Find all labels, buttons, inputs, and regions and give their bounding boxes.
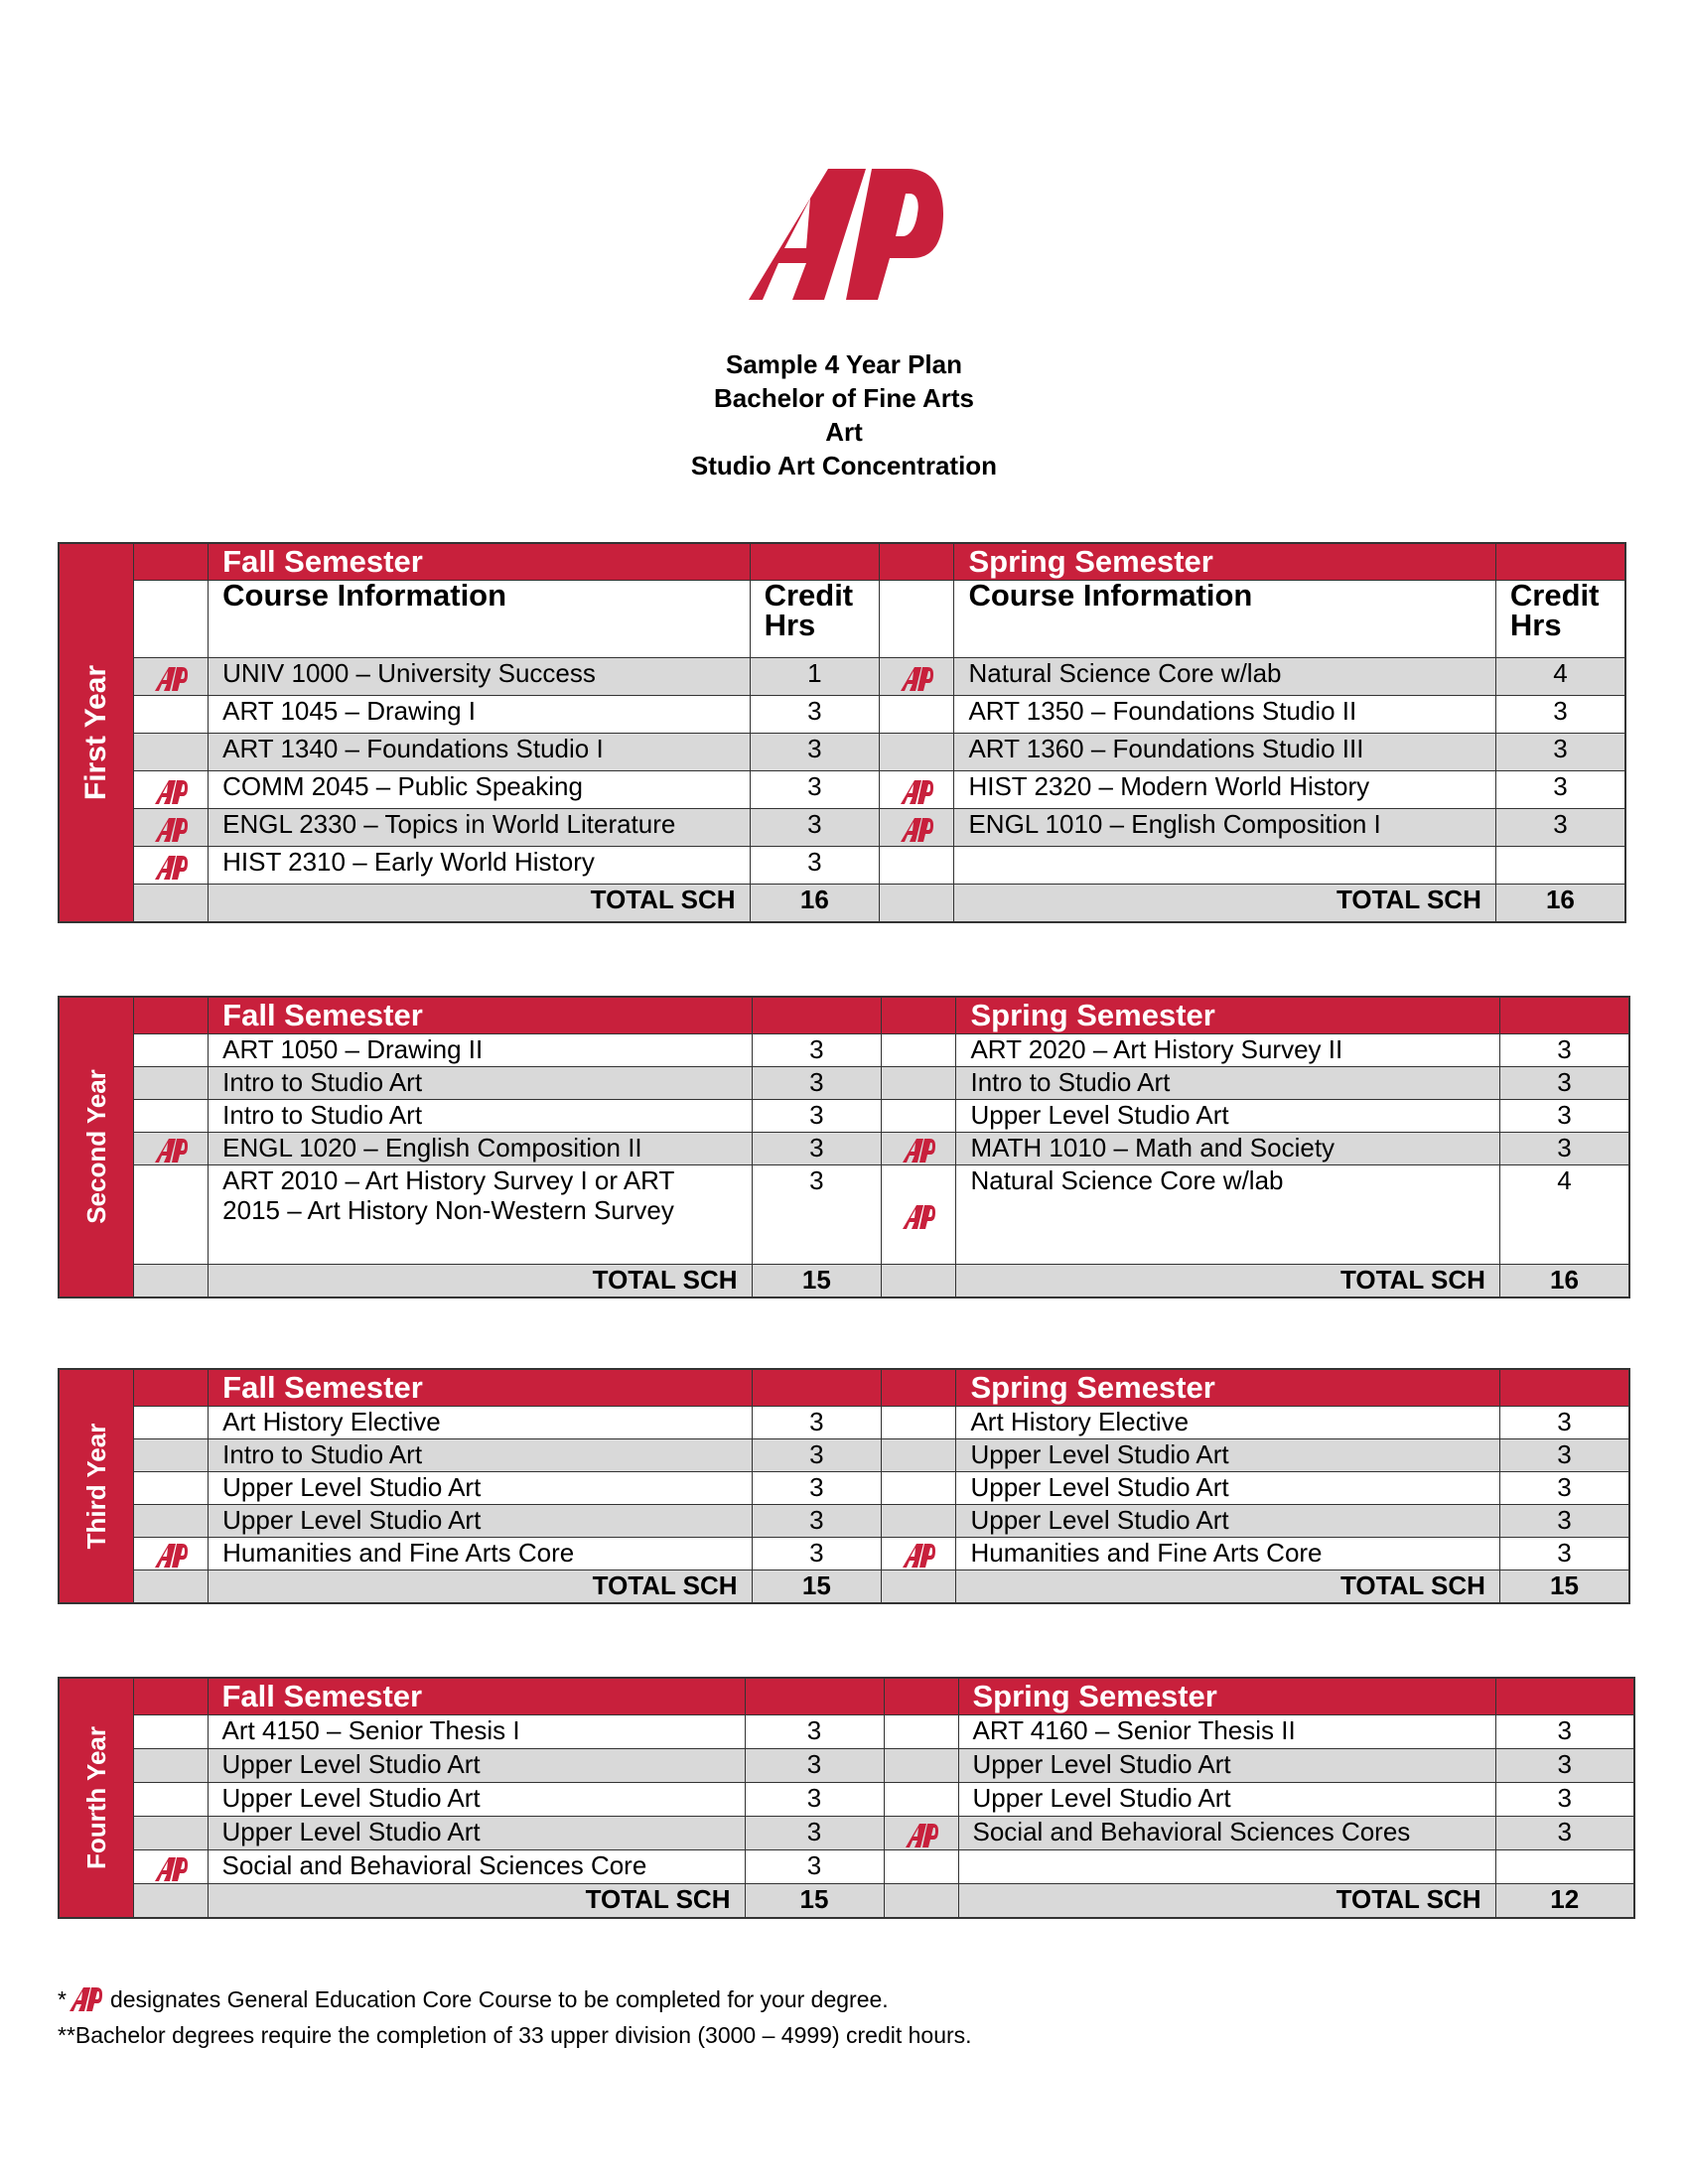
core-marker-cell xyxy=(882,1472,956,1505)
table-row xyxy=(59,1034,1629,1067)
spring-course: Art History Elective xyxy=(956,1407,1499,1439)
spring-credit: 3 xyxy=(1499,1100,1629,1133)
core-marker-cell xyxy=(884,1783,958,1817)
year-table-y4 xyxy=(58,1677,1635,1919)
core-marker-cell xyxy=(882,1439,956,1472)
spring-course: Upper Level Studio Art xyxy=(956,1100,1499,1133)
ap-core-icon xyxy=(900,666,933,692)
core-marker-cell xyxy=(882,1538,956,1570)
fall-course: HIST 2310 – Early World History xyxy=(209,847,750,885)
table-row xyxy=(59,696,1625,734)
core-marker-cell xyxy=(133,1783,208,1817)
course-info-header: Course Information xyxy=(954,581,1495,658)
footnote-upper-division: **Bachelor degrees require the completion of 33 upper division (3000 – 4999) credit hours. xyxy=(58,2022,972,2048)
year-label-cell xyxy=(59,543,133,922)
sub-blank xyxy=(880,581,954,658)
header-blank xyxy=(1495,543,1625,581)
credit-label: Credit xyxy=(1509,580,1600,613)
fall-total-label: TOTAL SCH xyxy=(208,1884,745,1918)
fall-credit: 3 xyxy=(752,1034,882,1067)
core-marker-cell xyxy=(884,1817,958,1850)
core-marker-cell xyxy=(133,771,208,809)
total-blank xyxy=(880,885,954,922)
core-marker-cell xyxy=(884,1715,958,1749)
fall-credit: 3 xyxy=(745,1783,884,1817)
table-row xyxy=(59,847,1625,885)
table-row xyxy=(59,1817,1634,1850)
fall-course: ART 1050 – Drawing II xyxy=(209,1034,752,1067)
fall-course: Upper Level Studio Art xyxy=(208,1783,745,1817)
core-marker-cell xyxy=(882,1407,956,1439)
spring-total-value: 16 xyxy=(1495,885,1625,922)
table-row xyxy=(59,1749,1634,1783)
fall-course: Upper Level Studio Art xyxy=(209,1472,752,1505)
core-marker-cell xyxy=(133,1439,208,1472)
fall-course: COMM 2045 – Public Speaking xyxy=(209,771,750,809)
spring-credit: 3 xyxy=(1495,1783,1634,1817)
footnotes xyxy=(58,1981,972,2053)
core-marker-cell xyxy=(133,1538,208,1570)
spring-semester-header: Spring Semester xyxy=(958,1678,1495,1715)
title-line-2: Bachelor of Fine Arts xyxy=(714,383,974,413)
table-row xyxy=(59,1505,1629,1538)
hrs-label: Hrs xyxy=(764,608,816,642)
table-row xyxy=(59,1472,1629,1505)
spring-total-value: 15 xyxy=(1499,1570,1629,1603)
core-marker-cell xyxy=(133,734,208,771)
core-marker-cell xyxy=(880,696,954,734)
table-row xyxy=(59,1439,1629,1472)
spring-credit xyxy=(1495,1850,1634,1884)
year-label-cell xyxy=(59,1369,133,1603)
fall-total-label: TOTAL SCH xyxy=(209,1265,752,1297)
core-marker-cell xyxy=(880,658,954,696)
ap-core-icon xyxy=(902,1138,935,1163)
spring-semester-header: Spring Semester xyxy=(956,1369,1499,1407)
table-row xyxy=(59,1538,1629,1570)
spring-course: ART 1350 – Foundations Studio II xyxy=(954,696,1495,734)
core-marker-cell xyxy=(882,1133,956,1165)
year-label: Fourth Year xyxy=(80,1725,111,1869)
core-marker-cell xyxy=(133,1817,208,1850)
year-table-y1 xyxy=(58,542,1626,923)
core-marker-cell xyxy=(133,1067,208,1100)
fall-semester-header: Fall Semester xyxy=(208,1678,745,1715)
fall-credit: 3 xyxy=(752,1133,882,1165)
fall-course: UNIV 1000 – University Success xyxy=(209,658,750,696)
total-blank xyxy=(133,1570,208,1603)
fall-course: Humanities and Fine Arts Core xyxy=(209,1538,752,1570)
header-blank xyxy=(1495,1678,1634,1715)
fall-course: Intro to Studio Art xyxy=(209,1439,752,1472)
ap-core-icon xyxy=(902,1204,935,1230)
header-blank xyxy=(133,997,208,1034)
total-row xyxy=(59,1884,1634,1918)
total-blank xyxy=(882,1265,956,1297)
fall-course: Upper Level Studio Art xyxy=(209,1505,752,1538)
fall-course: Intro to Studio Art xyxy=(209,1067,752,1100)
core-marker-cell xyxy=(133,1407,208,1439)
core-marker-cell xyxy=(133,696,208,734)
spring-credit: 3 xyxy=(1495,771,1625,809)
spring-credit: 3 xyxy=(1499,1067,1629,1100)
fall-course: ART 2010 – Art History Survey I or ART 2015 – Art History Non-Western Survey xyxy=(209,1165,752,1265)
table-row xyxy=(59,771,1625,809)
credit-hrs-header xyxy=(750,581,880,658)
title-line-3: Art xyxy=(825,417,863,447)
fall-credit: 3 xyxy=(745,1850,884,1884)
spring-credit: 3 xyxy=(1499,1538,1629,1570)
footnote-core xyxy=(58,1981,972,2017)
core-marker-cell xyxy=(884,1749,958,1783)
spring-credit: 3 xyxy=(1495,1749,1634,1783)
year-label: Second Year xyxy=(80,1069,111,1225)
table-row xyxy=(59,809,1625,847)
core-marker-cell xyxy=(884,1850,958,1884)
total-blank xyxy=(133,1265,208,1297)
core-marker-cell xyxy=(133,658,208,696)
spring-course: Upper Level Studio Art xyxy=(956,1439,1499,1472)
spring-total-value: 12 xyxy=(1495,1884,1634,1918)
fall-semester-header: Fall Semester xyxy=(209,997,752,1034)
table-row xyxy=(59,1067,1629,1100)
core-marker-cell xyxy=(133,1715,208,1749)
fall-credit: 3 xyxy=(745,1715,884,1749)
fall-credit: 3 xyxy=(752,1165,882,1265)
spring-course: ENGL 1010 – English Composition I xyxy=(954,809,1495,847)
fall-course: Social and Behavioral Sciences Core xyxy=(208,1850,745,1884)
fall-credit: 3 xyxy=(750,696,880,734)
table-row xyxy=(59,658,1625,696)
spring-credit: 3 xyxy=(1495,1817,1634,1850)
ap-core-icon xyxy=(905,1823,938,1848)
spring-course: Upper Level Studio Art xyxy=(956,1505,1499,1538)
core-marker-cell xyxy=(882,1067,956,1100)
header-blank xyxy=(133,543,208,581)
fall-semester-header: Fall Semester xyxy=(209,543,750,581)
fall-total-label: TOTAL SCH xyxy=(209,1570,752,1603)
credit-label: Credit xyxy=(764,580,854,613)
ap-core-icon xyxy=(154,855,188,881)
fall-credit: 3 xyxy=(750,734,880,771)
header-blank xyxy=(880,543,954,581)
fall-course: ART 1045 – Drawing I xyxy=(209,696,750,734)
title-line-1: Sample 4 Year Plan xyxy=(726,349,962,379)
table-row xyxy=(59,1165,1629,1265)
table-row xyxy=(59,1133,1629,1165)
footnote-core-text: designates General Education Core Course to be completed for your degree. xyxy=(109,1986,889,2012)
spring-credit: 3 xyxy=(1495,734,1625,771)
header-blank xyxy=(750,543,880,581)
spring-credit: 3 xyxy=(1499,1407,1629,1439)
fall-credit: 1 xyxy=(750,658,880,696)
fall-credit: 3 xyxy=(752,1472,882,1505)
core-marker-cell xyxy=(880,809,954,847)
course-info-header: Course Information xyxy=(209,581,750,658)
fall-total-value: 15 xyxy=(745,1884,884,1918)
table-row xyxy=(59,1100,1629,1133)
core-marker-cell xyxy=(133,1165,208,1265)
spring-course: Upper Level Studio Art xyxy=(958,1749,1495,1783)
header-blank xyxy=(752,997,882,1034)
core-marker-cell xyxy=(133,1749,208,1783)
fall-course: Art History Elective xyxy=(209,1407,752,1439)
ap-core-icon xyxy=(69,1986,102,2012)
core-marker-cell xyxy=(133,1505,208,1538)
spring-credit: 4 xyxy=(1495,658,1625,696)
core-marker-cell xyxy=(133,1472,208,1505)
total-row xyxy=(59,1570,1629,1603)
fall-total-label: TOTAL SCH xyxy=(209,885,750,922)
fall-credit: 3 xyxy=(750,771,880,809)
core-marker-cell xyxy=(882,1100,956,1133)
spring-total-label: TOTAL SCH xyxy=(956,1570,1499,1603)
ap-core-icon xyxy=(900,779,933,805)
ap-core-icon xyxy=(154,817,188,843)
fall-course: Art 4150 – Senior Thesis I xyxy=(208,1715,745,1749)
core-marker-cell xyxy=(880,734,954,771)
fall-credit: 3 xyxy=(752,1407,882,1439)
spring-course: MATH 1010 – Math and Society xyxy=(956,1133,1499,1165)
header-blank xyxy=(752,1369,882,1407)
year-label-cell xyxy=(59,1678,133,1918)
fall-course: Intro to Studio Art xyxy=(209,1100,752,1133)
ap-core-icon xyxy=(902,1543,935,1569)
table-row xyxy=(59,734,1625,771)
header-blank xyxy=(1499,997,1629,1034)
core-marker-cell xyxy=(133,809,208,847)
year-table-y3 xyxy=(58,1368,1630,1604)
year-table-y2 xyxy=(58,996,1630,1298)
total-row xyxy=(59,885,1625,922)
table-row xyxy=(59,1783,1634,1817)
core-marker-cell xyxy=(133,1133,208,1165)
ap-core-icon xyxy=(154,666,188,692)
total-blank xyxy=(133,885,208,922)
core-marker-cell xyxy=(133,1100,208,1133)
spring-course: Natural Science Core w/lab xyxy=(954,658,1495,696)
fall-course: Upper Level Studio Art xyxy=(208,1749,745,1783)
fall-semester-header: Fall Semester xyxy=(209,1369,752,1407)
spring-credit: 3 xyxy=(1499,1133,1629,1165)
fall-course: ART 1340 – Foundations Studio I xyxy=(209,734,750,771)
spring-course: Intro to Studio Art xyxy=(956,1067,1499,1100)
fall-total-value: 16 xyxy=(750,885,880,922)
header-blank xyxy=(133,1678,208,1715)
title-line-4: Studio Art Concentration xyxy=(690,451,998,480)
fall-total-value: 15 xyxy=(752,1570,882,1603)
ap-logo xyxy=(749,169,943,303)
spring-total-label: TOTAL SCH xyxy=(954,885,1495,922)
spring-course: Upper Level Studio Art xyxy=(956,1472,1499,1505)
spring-credit: 3 xyxy=(1499,1505,1629,1538)
total-row xyxy=(59,1265,1629,1297)
header-blank xyxy=(1499,1369,1629,1407)
spring-course: Natural Science Core w/lab xyxy=(956,1165,1499,1265)
core-marker-cell xyxy=(882,1165,956,1265)
header-blank xyxy=(882,1369,956,1407)
fall-credit: 3 xyxy=(752,1439,882,1472)
fall-credit: 3 xyxy=(750,847,880,885)
table-row xyxy=(59,1407,1629,1439)
year-label: Third Year xyxy=(80,1423,111,1550)
fall-course: ENGL 2330 – Topics in World Literature xyxy=(209,809,750,847)
sub-blank xyxy=(133,581,208,658)
ap-core-icon xyxy=(900,817,933,843)
spring-course: Social and Behavioral Sciences Cores xyxy=(958,1817,1495,1850)
plan-titles xyxy=(0,347,1688,482)
fall-credit: 3 xyxy=(752,1067,882,1100)
spring-total-label: TOTAL SCH xyxy=(956,1265,1499,1297)
spring-credit: 3 xyxy=(1495,1715,1634,1749)
spring-credit: 3 xyxy=(1495,809,1625,847)
core-marker-cell xyxy=(133,847,208,885)
fall-total-value: 15 xyxy=(752,1265,882,1297)
ap-core-icon xyxy=(154,1856,188,1882)
core-marker-cell xyxy=(882,1505,956,1538)
spring-course: ART 4160 – Senior Thesis II xyxy=(958,1715,1495,1749)
spring-course xyxy=(954,847,1495,885)
core-marker-cell xyxy=(882,1034,956,1067)
header-blank xyxy=(745,1678,884,1715)
spring-credit: 4 xyxy=(1499,1165,1629,1265)
fall-credit: 3 xyxy=(752,1100,882,1133)
spring-credit xyxy=(1495,847,1625,885)
core-marker-cell xyxy=(133,1850,208,1884)
spring-credit: 3 xyxy=(1499,1034,1629,1067)
core-marker-cell xyxy=(133,1034,208,1067)
core-marker-cell xyxy=(880,771,954,809)
core-marker-cell xyxy=(880,847,954,885)
fall-course: ENGL 1020 – English Composition II xyxy=(209,1133,752,1165)
spring-total-value: 16 xyxy=(1499,1265,1629,1297)
table-row xyxy=(59,1850,1634,1884)
credit-hrs-header xyxy=(1495,581,1625,658)
total-blank xyxy=(882,1570,956,1603)
spring-credit: 3 xyxy=(1499,1439,1629,1472)
spring-semester-header: Spring Semester xyxy=(956,997,1499,1034)
spring-semester-header: Spring Semester xyxy=(954,543,1495,581)
total-blank xyxy=(133,1884,208,1918)
year-label: First Year xyxy=(78,664,112,800)
spring-course: HIST 2320 – Modern World History xyxy=(954,771,1495,809)
ap-core-icon xyxy=(154,1138,188,1163)
spring-course xyxy=(958,1850,1495,1884)
fall-credit: 3 xyxy=(750,809,880,847)
spring-course: ART 1360 – Foundations Studio III xyxy=(954,734,1495,771)
fall-credit: 3 xyxy=(745,1749,884,1783)
fall-credit: 3 xyxy=(752,1505,882,1538)
spring-credit: 3 xyxy=(1499,1472,1629,1505)
spring-course: Humanities and Fine Arts Core xyxy=(956,1538,1499,1570)
fall-credit: 3 xyxy=(745,1817,884,1850)
year-label-cell xyxy=(59,997,133,1297)
spring-course: Upper Level Studio Art xyxy=(958,1783,1495,1817)
header-blank xyxy=(133,1369,208,1407)
hrs-label: Hrs xyxy=(1509,608,1562,642)
header-blank xyxy=(884,1678,958,1715)
fall-credit: 3 xyxy=(752,1538,882,1570)
spring-course: ART 2020 – Art History Survey II xyxy=(956,1034,1499,1067)
table-row xyxy=(59,1715,1634,1749)
ap-core-icon xyxy=(154,1543,188,1569)
total-blank xyxy=(884,1884,958,1918)
footnote-star: * xyxy=(58,1986,67,2012)
spring-total-label: TOTAL SCH xyxy=(958,1884,1495,1918)
header-blank xyxy=(882,997,956,1034)
ap-core-icon xyxy=(154,779,188,805)
spring-credit: 3 xyxy=(1495,696,1625,734)
fall-course: Upper Level Studio Art xyxy=(208,1817,745,1850)
